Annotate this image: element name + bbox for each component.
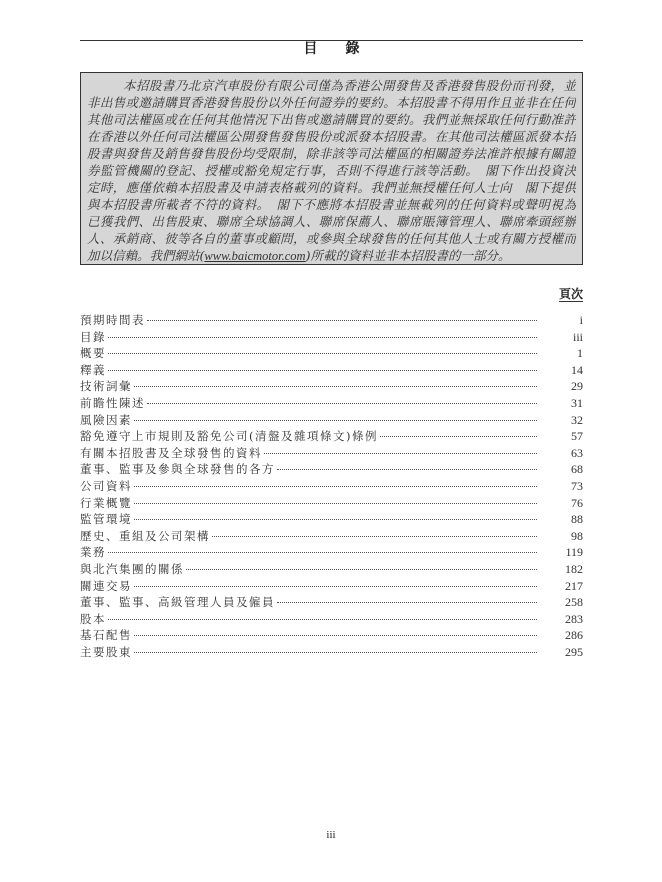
toc-entry-page: 286 — [565, 628, 583, 643]
toc-entry-label: 董事、監事、高級管理人員及僱員 — [80, 595, 275, 610]
dot-leader — [134, 635, 537, 636]
toc-entry-page: 76 — [571, 495, 583, 510]
toc-entry[interactable] — [80, 445, 583, 462]
toc-entry-label: 行業概覽 — [80, 495, 132, 510]
toc-entry-label: 公司資料 — [80, 478, 132, 493]
toc-entry[interactable] — [80, 544, 583, 561]
toc-entry[interactable] — [80, 461, 583, 478]
toc-entry-label: 豁免遵守上市規則及豁免公司(清盤及雜項條文)條例 — [80, 429, 378, 444]
disclaimer-line: 與本招股書所載者不符的資料。 閣下不應將本招股書並無載列的任何資料或聲明視為 — [87, 197, 576, 212]
toc-entry-label: 關連交易 — [80, 578, 132, 593]
disclaimer-line: 在香港以外任何司法權區公開發售發售股份或派發本招股書。在其他司法權區派發本招 — [87, 129, 576, 144]
toc-entry-label: 基石配售 — [80, 628, 132, 643]
toc-entry[interactable] — [80, 578, 583, 595]
disclaimer-box — [80, 72, 583, 265]
toc-entry-page: 295 — [565, 644, 583, 659]
toc-entry[interactable] — [80, 478, 583, 495]
toc-entry[interactable] — [80, 528, 583, 545]
toc-entry-label: 概要 — [80, 346, 106, 361]
toc-entry-label: 技術詞彙 — [80, 379, 132, 394]
disclaimer-line: 已獲我們、出售股東、聯席全球協調人、聯席保薦人、聯席賬簿管理人、聯席牽頭經辦 — [87, 214, 576, 229]
toc-entry[interactable] — [80, 412, 583, 429]
toc-entry[interactable] — [80, 611, 583, 628]
disclaimer-text: 加以信賴。我們網站( — [87, 248, 205, 263]
dot-leader — [277, 469, 537, 470]
dot-leader — [108, 552, 537, 553]
toc-entry-label: 歷史、重組及公司架構 — [80, 528, 210, 543]
toc-entry[interactable] — [80, 362, 583, 379]
toc-entry-page: 14 — [571, 362, 583, 377]
toc-entry[interactable] — [80, 594, 583, 611]
toc-entry-label: 目錄 — [80, 329, 106, 344]
dot-leader — [108, 370, 537, 371]
toc-entry[interactable] — [80, 428, 583, 445]
toc-entry[interactable] — [80, 644, 583, 661]
toc-entry[interactable] — [80, 627, 583, 644]
toc-entry-page: i — [579, 313, 583, 327]
disclaimer-line: 券監管機關的登記、授權或豁免規定行事，否則不得進行該等活動。 閣下作出投資決 — [87, 163, 576, 178]
dot-leader — [147, 320, 537, 321]
page-column-header: 頁次 — [558, 287, 583, 301]
toc-entry-page: 217 — [565, 578, 583, 593]
disclaimer-line: 非出售或邀請購買香港發售股份以外任何證券的要約。本招股書不得用作且並非在任何 — [87, 95, 576, 110]
toc-entry-label: 主要股東 — [80, 644, 132, 659]
dot-leader — [134, 652, 537, 653]
toc-entry-page: 73 — [571, 478, 583, 493]
toc-entry-page: 98 — [571, 528, 583, 543]
dot-leader — [134, 519, 537, 520]
disclaimer-text: )所載的資料並非本招股書的一部分。 — [305, 248, 511, 263]
dot-leader — [147, 403, 537, 404]
toc-entry-page: 31 — [571, 395, 583, 410]
toc-entry[interactable] — [80, 378, 583, 395]
toc-entry-label: 股本 — [80, 611, 106, 626]
toc-entry[interactable] — [80, 561, 583, 578]
toc-entry-page: 258 — [565, 595, 583, 610]
disclaimer-line: 其他司法權區或在任何其他情況下出售或邀請購買的要約。我們並無採取任何行動准許 — [87, 112, 576, 127]
toc-entry-label: 風險因素 — [80, 412, 132, 427]
dot-leader — [212, 536, 537, 537]
toc-entry-page: 29 — [571, 379, 583, 394]
dot-leader — [134, 486, 537, 487]
toc-entry-label: 董事、監事及參與全球發售的各方 — [80, 462, 275, 477]
toc-entry-label: 前瞻性陳述 — [80, 395, 145, 410]
toc-entry[interactable] — [80, 312, 583, 329]
dot-leader — [277, 602, 537, 603]
toc-entry-page: 1 — [577, 346, 583, 361]
table-of-contents — [80, 312, 583, 660]
toc-entry-page: 283 — [565, 611, 583, 626]
toc-entry[interactable] — [80, 395, 583, 412]
toc-entry-page: 182 — [565, 561, 583, 576]
toc-entry-page: 68 — [571, 462, 583, 477]
toc-entry-label: 有關本招股書及全球發售的資料 — [80, 445, 262, 460]
toc-entry-page: 57 — [571, 429, 583, 444]
toc-entry[interactable] — [80, 345, 583, 362]
disclaimer-line: 本招股書乃北京汽車股份有限公司僅為香港公開發售及香港發售股份而刊發，並 — [123, 78, 576, 93]
dot-leader — [186, 569, 537, 570]
disclaimer-line: 定時，應僅依賴本招股書及申請表格載列的資料。我們並無授權任何人士向 閣下提供 — [87, 180, 576, 195]
toc-entry-label: 監管環境 — [80, 512, 132, 527]
toc-entry[interactable] — [80, 495, 583, 512]
dot-leader — [108, 353, 537, 354]
toc-entry-label: 釋義 — [80, 362, 106, 377]
toc-entry-page: 32 — [571, 412, 583, 427]
toc-entry-label: 與北汽集團的關係 — [80, 561, 184, 576]
toc-entry-page: 63 — [571, 445, 583, 460]
dot-leader — [134, 420, 537, 421]
page-title: 目錄 — [303, 41, 388, 57]
disclaimer-line: 股書與發售及銷售發售股份均受限制，除非該等司法權區的相關證券法准許根據有關證 — [87, 146, 576, 161]
disclaimer-line — [87, 247, 576, 264]
dot-leader — [108, 337, 537, 338]
dot-leader — [134, 503, 537, 504]
toc-entry-page: iii — [572, 329, 583, 344]
dot-leader — [264, 453, 537, 454]
dot-leader — [134, 386, 537, 387]
toc-entry-label: 業務 — [80, 545, 106, 560]
toc-entry[interactable] — [80, 511, 583, 528]
dot-leader — [134, 586, 537, 587]
page-number: iii — [326, 829, 336, 841]
toc-entry-page: 88 — [571, 512, 583, 527]
toc-entry-page: 119 — [565, 545, 583, 560]
dot-leader — [380, 436, 537, 437]
dot-leader — [108, 619, 537, 620]
toc-entry-label: 預期時間表 — [80, 313, 145, 327]
disclaimer-line: 人、承銷商、彼等各自的董事或顧問，或參與全球發售的任何其他人士或有關方授權而 — [87, 231, 576, 246]
website-link[interactable]: www.baicmotor.com — [204, 249, 306, 263]
toc-entry[interactable] — [80, 329, 583, 346]
